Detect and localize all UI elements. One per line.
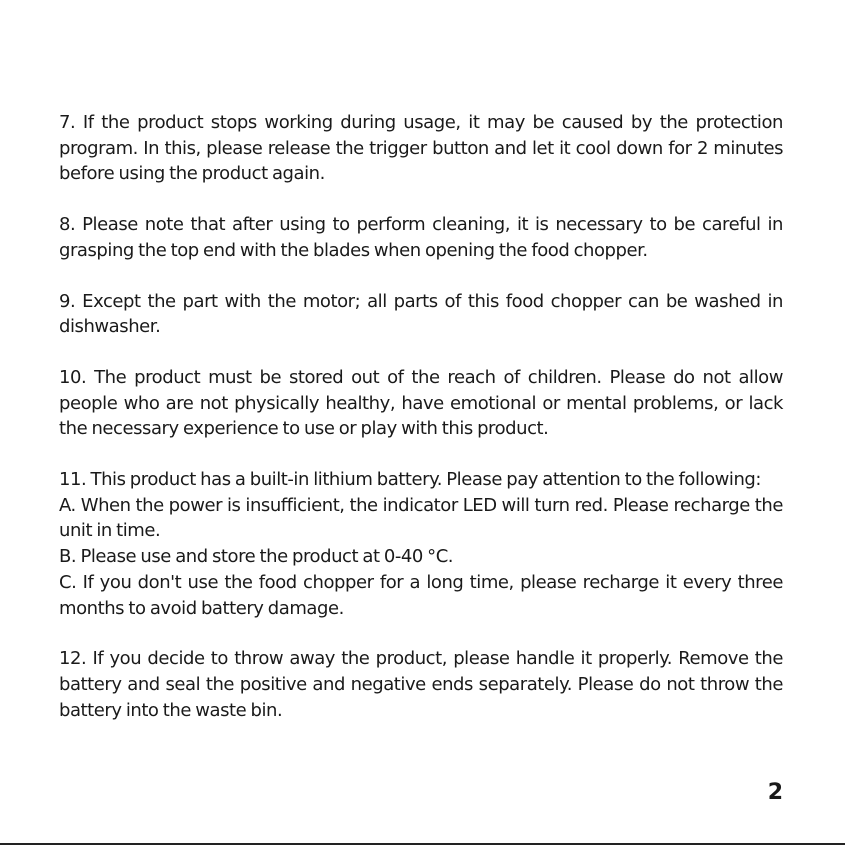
instruction-10-text: 10. The product must be stored out of the reach of children. Please do not allow people who are not physically healthy, have emotional or mental problems, or lack the necessary experience to use or play with this product. [59, 366, 783, 440]
instruction-7 [59, 110, 783, 187]
instruction-10 [59, 365, 783, 442]
instruction-11-item-b: B. Please use and store the product at 0-40 °C. [59, 546, 454, 568]
instruction-7-text: 7. If the product stops working during usage, it may be caused by the protection program. In this, please release the trigger button and let it cool down for 2 minutes before using the product again. [59, 112, 783, 185]
instruction-9 [59, 289, 783, 340]
instruction-11 [59, 467, 783, 621]
instruction-12-text: 12. If you decide to throw away the product, please handle it properly. Remove the battery and seal the positive and negative ends separately. Please do not throw the battery into the waste bin. [59, 648, 783, 721]
instruction-8 [59, 212, 783, 263]
instruction-12 [59, 646, 783, 723]
page-number: 2 [767, 780, 783, 805]
manual-content [59, 110, 783, 748]
instruction-9-text: 9. Except the part with the motor; all parts of this food chopper can be washed in dishwasher. [59, 290, 783, 338]
instruction-11-item-c: C. If you don't use the food chopper for a long time, please recharge it every three months to avoid battery damage. [59, 571, 783, 619]
instruction-11-item-a: A. When the power is insufficient, the indicator LED will turn red. Please recharge the unit in time. [59, 494, 783, 542]
instruction-8-text: 8. Please note that after using to perform cleaning, it is necessary to be careful in grasping the top end with the blades when opening the food chopper. [59, 214, 783, 261]
instruction-11-text: 11. This product has a built-in lithium battery. Please pay attention to the following: [59, 469, 762, 491]
